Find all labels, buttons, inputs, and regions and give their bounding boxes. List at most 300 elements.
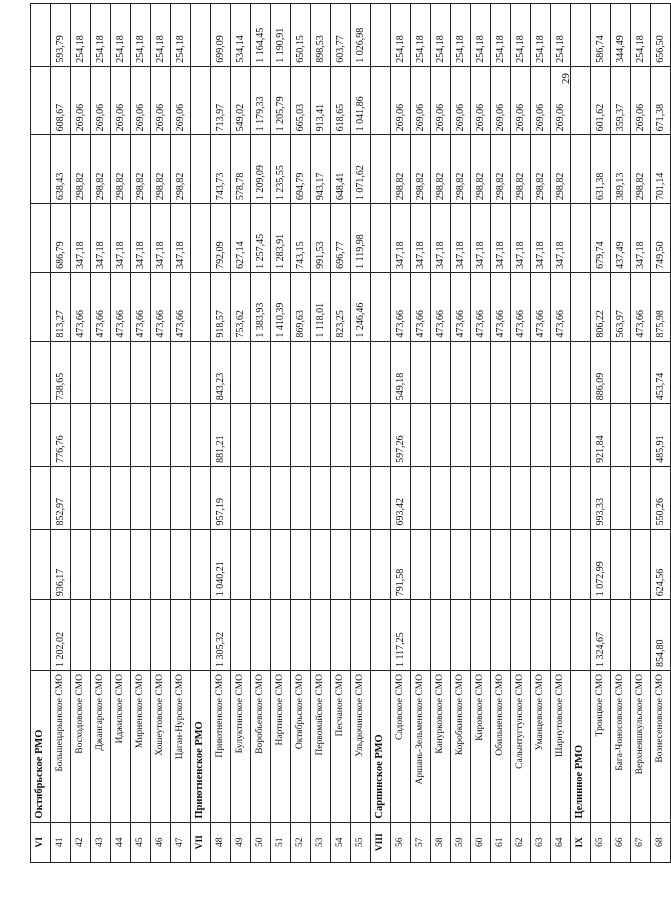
value-cell: 473,66 xyxy=(411,272,431,341)
value-cell: 549,18 xyxy=(391,341,411,404)
municipality-name: Мирненское СМО xyxy=(131,671,151,823)
value-cell: 473,66 xyxy=(531,272,551,341)
value-cell xyxy=(291,404,311,467)
value-cell: 586,74 xyxy=(591,4,611,67)
value-cell: 921,84 xyxy=(591,404,611,467)
row-number: 63 xyxy=(531,822,551,862)
value-cell: 254,18 xyxy=(471,4,491,67)
value-cell xyxy=(271,466,291,529)
value-cell xyxy=(491,341,511,404)
value-cell: 881,21 xyxy=(211,404,231,467)
value-cell xyxy=(411,529,431,600)
value-cell xyxy=(111,600,131,671)
row-number: 57 xyxy=(411,822,431,862)
value-cell xyxy=(571,529,591,600)
value-cell xyxy=(131,600,151,671)
value-cell xyxy=(31,204,51,273)
value-cell xyxy=(311,466,331,529)
value-cell xyxy=(71,529,91,600)
value-cell: 601,62 xyxy=(591,66,611,135)
value-cell: 693,42 xyxy=(391,466,411,529)
municipality-name: Большецарынское СМО xyxy=(51,671,71,823)
value-cell xyxy=(111,466,131,529)
value-cell: 648,41 xyxy=(331,135,351,204)
row-number: VIII xyxy=(371,822,391,862)
value-cell: 1 119,98 xyxy=(351,204,371,273)
value-cell: 347,18 xyxy=(631,204,651,273)
value-cell xyxy=(531,466,551,529)
value-cell xyxy=(131,529,151,600)
value-cell: 1 235,55 xyxy=(271,135,291,204)
value-cell xyxy=(311,600,331,671)
value-cell xyxy=(71,466,91,529)
value-cell: 269,06 xyxy=(631,66,651,135)
value-cell xyxy=(331,404,351,467)
municipality-name: Октябрьское СМО xyxy=(291,671,311,823)
value-cell: 254,18 xyxy=(151,4,171,67)
value-cell xyxy=(631,600,651,671)
value-cell xyxy=(71,600,91,671)
value-cell xyxy=(151,529,171,600)
value-cell: 298,82 xyxy=(91,135,111,204)
value-cell: 347,18 xyxy=(171,204,191,273)
value-cell xyxy=(531,341,551,404)
value-cell: 269,06 xyxy=(531,66,551,135)
row-number: 68 xyxy=(651,822,671,862)
value-cell: 269,06 xyxy=(111,66,131,135)
value-cell: 631,38 xyxy=(591,135,611,204)
value-cell xyxy=(471,600,491,671)
value-cell: 656,50 xyxy=(651,4,671,67)
value-cell xyxy=(191,4,211,67)
value-cell: 603,77 xyxy=(331,4,351,67)
value-cell: 473,66 xyxy=(71,272,91,341)
table-row xyxy=(71,4,91,863)
value-cell: 1 410,39 xyxy=(271,272,291,341)
municipality-name: Первомайское СМО xyxy=(311,671,331,823)
table-row xyxy=(151,4,171,863)
value-cell xyxy=(631,529,651,600)
row-number: 58 xyxy=(431,822,451,862)
value-cell: 791,58 xyxy=(391,529,411,600)
value-cell: 437,49 xyxy=(611,204,631,273)
value-cell: 749,50 xyxy=(651,204,671,273)
value-cell: 1 246,46 xyxy=(351,272,371,341)
value-cell: 298,82 xyxy=(511,135,531,204)
municipality-name: Булуктинское СМО xyxy=(231,671,251,823)
value-cell xyxy=(31,135,51,204)
value-cell xyxy=(371,404,391,467)
value-cell: 347,18 xyxy=(391,204,411,273)
value-cell xyxy=(31,66,51,135)
value-cell xyxy=(111,529,131,600)
municipality-name: Ульдючинское СМО xyxy=(351,671,371,823)
table-row xyxy=(211,4,231,863)
value-cell xyxy=(451,529,471,600)
value-cell xyxy=(231,341,251,404)
value-cell: 638,43 xyxy=(51,135,71,204)
section-name: Октябрьское РМО xyxy=(31,671,51,823)
value-cell xyxy=(31,529,51,600)
municipality-name: Восходовское СМО xyxy=(71,671,91,823)
value-cell xyxy=(571,272,591,341)
row-number: VI xyxy=(31,822,51,862)
value-cell: 1 383,93 xyxy=(251,272,271,341)
value-cell: 1 118,01 xyxy=(311,272,331,341)
value-cell xyxy=(491,466,511,529)
value-cell: 1 257,45 xyxy=(251,204,271,273)
value-cell xyxy=(91,404,111,467)
municipality-name: Приютненское СМО xyxy=(211,671,231,823)
value-cell: 485,91 xyxy=(651,404,671,467)
value-cell: 1 041,86 xyxy=(351,66,371,135)
value-cell xyxy=(291,600,311,671)
table-row xyxy=(531,4,551,863)
row-number: 54 xyxy=(331,822,351,862)
value-cell xyxy=(271,404,291,467)
section-row xyxy=(371,4,391,863)
value-cell xyxy=(151,341,171,404)
value-cell xyxy=(471,529,491,600)
value-cell: 298,82 xyxy=(531,135,551,204)
value-cell xyxy=(411,341,431,404)
row-number: 49 xyxy=(231,822,251,862)
value-cell xyxy=(311,404,331,467)
value-cell xyxy=(131,466,151,529)
municipality-name: Воробьевское СМО xyxy=(251,671,271,823)
value-cell xyxy=(371,529,391,600)
value-cell: 665,03 xyxy=(291,66,311,135)
value-cell: 597,26 xyxy=(391,404,411,467)
value-cell xyxy=(531,404,551,467)
value-cell: 550,26 xyxy=(651,466,671,529)
value-cell: 852,97 xyxy=(51,466,71,529)
value-cell xyxy=(351,341,371,404)
value-cell xyxy=(31,341,51,404)
value-cell xyxy=(491,529,511,600)
row-number: 46 xyxy=(151,822,171,862)
value-cell xyxy=(111,404,131,467)
value-cell: 473,66 xyxy=(551,272,571,341)
value-cell xyxy=(451,341,471,404)
table-row xyxy=(91,4,111,863)
value-cell xyxy=(471,466,491,529)
value-cell: 347,18 xyxy=(511,204,531,273)
table-row xyxy=(611,4,631,863)
municipality-name: Кировское СМО xyxy=(471,671,491,823)
value-cell xyxy=(151,600,171,671)
value-cell: 347,18 xyxy=(131,204,151,273)
value-cell: 347,18 xyxy=(411,204,431,273)
value-cell xyxy=(251,466,271,529)
value-cell: 347,18 xyxy=(151,204,171,273)
value-cell xyxy=(631,341,651,404)
value-cell: 1 072,99 xyxy=(591,529,611,600)
value-cell: 254,18 xyxy=(491,4,511,67)
row-number: 45 xyxy=(131,822,151,862)
value-cell xyxy=(191,204,211,273)
table-row xyxy=(631,4,651,863)
value-cell: 269,06 xyxy=(491,66,511,135)
section-row xyxy=(191,4,211,863)
value-cell xyxy=(291,341,311,404)
value-cell: 701,14 xyxy=(651,135,671,204)
value-cell: 298,82 xyxy=(431,135,451,204)
value-cell: 1 205,79 xyxy=(271,66,291,135)
value-cell: 298,82 xyxy=(131,135,151,204)
table-row xyxy=(351,4,371,863)
value-cell xyxy=(171,600,191,671)
value-cell xyxy=(271,600,291,671)
value-cell: 269,06 xyxy=(171,66,191,135)
value-cell xyxy=(551,529,571,600)
value-cell: 254,18 xyxy=(431,4,451,67)
row-number: VII xyxy=(191,822,211,862)
table-row xyxy=(411,4,431,863)
value-cell: 347,18 xyxy=(471,204,491,273)
municipality-name: Салынтугтунское СМО xyxy=(511,671,531,823)
municipality-name: Коробкинское СМО xyxy=(451,671,471,823)
value-cell: 347,18 xyxy=(431,204,451,273)
value-cell xyxy=(231,466,251,529)
table-row xyxy=(251,4,271,863)
value-cell xyxy=(231,404,251,467)
value-cell xyxy=(351,529,371,600)
value-cell xyxy=(31,466,51,529)
value-cell xyxy=(371,204,391,273)
value-cell: 1 040,21 xyxy=(211,529,231,600)
value-cell: 347,18 xyxy=(451,204,471,273)
tariff-table xyxy=(30,3,671,863)
value-cell: 269,06 xyxy=(411,66,431,135)
value-cell: 473,66 xyxy=(471,272,491,341)
value-cell: 854,80 xyxy=(651,600,671,671)
row-number: 43 xyxy=(91,822,111,862)
value-cell xyxy=(71,341,91,404)
table-row xyxy=(111,4,131,863)
value-cell xyxy=(271,529,291,600)
value-cell: 254,18 xyxy=(131,4,151,67)
value-cell: 1 071,62 xyxy=(351,135,371,204)
table-row xyxy=(231,4,251,863)
value-cell xyxy=(131,404,151,467)
value-cell xyxy=(371,600,391,671)
value-cell: 624,56 xyxy=(651,529,671,600)
value-cell: 473,66 xyxy=(131,272,151,341)
value-cell xyxy=(531,529,551,600)
value-cell xyxy=(331,600,351,671)
value-cell: 254,18 xyxy=(411,4,431,67)
value-cell xyxy=(571,4,591,67)
value-cell: 473,66 xyxy=(91,272,111,341)
value-cell: 359,37 xyxy=(611,66,631,135)
municipality-name: Садовское СМО xyxy=(391,671,411,823)
value-cell xyxy=(71,404,91,467)
tariff-table-rotated xyxy=(30,3,666,863)
value-cell: 823,25 xyxy=(331,272,351,341)
value-cell: 806,22 xyxy=(591,272,611,341)
value-cell xyxy=(571,466,591,529)
value-cell xyxy=(411,600,431,671)
value-cell: 254,18 xyxy=(531,4,551,67)
value-cell xyxy=(571,66,591,135)
row-number: 56 xyxy=(391,822,411,862)
table-row xyxy=(331,4,351,863)
value-cell: 991,53 xyxy=(311,204,331,273)
row-number: 60 xyxy=(471,822,491,862)
value-cell xyxy=(611,600,631,671)
value-cell xyxy=(431,404,451,467)
value-cell xyxy=(331,529,351,600)
table-row xyxy=(651,4,671,863)
value-cell xyxy=(511,466,531,529)
value-cell xyxy=(611,529,631,600)
value-cell: 254,18 xyxy=(551,4,571,67)
value-cell: 886,09 xyxy=(591,341,611,404)
value-cell: 453,74 xyxy=(651,341,671,404)
value-cell: 347,18 xyxy=(531,204,551,273)
value-cell: 1 190,91 xyxy=(271,4,291,67)
value-cell xyxy=(291,466,311,529)
value-cell xyxy=(371,272,391,341)
value-cell: 269,06 xyxy=(391,66,411,135)
municipality-name: Вознесеновское СМО xyxy=(651,671,671,823)
value-cell xyxy=(511,600,531,671)
value-cell xyxy=(31,404,51,467)
table-row xyxy=(311,4,331,863)
value-cell: 347,18 xyxy=(91,204,111,273)
value-cell xyxy=(351,404,371,467)
value-cell: 699,09 xyxy=(211,4,231,67)
value-cell: 298,82 xyxy=(631,135,651,204)
row-number: 52 xyxy=(291,822,311,862)
value-cell: 913,41 xyxy=(311,66,331,135)
value-cell xyxy=(131,341,151,404)
value-cell: 1 305,32 xyxy=(211,600,231,671)
value-cell xyxy=(311,529,331,600)
value-cell xyxy=(411,404,431,467)
table-row xyxy=(291,4,311,863)
value-cell: 344,49 xyxy=(611,4,631,67)
row-number: 44 xyxy=(111,822,131,862)
value-cell: 898,53 xyxy=(311,4,331,67)
row-number: 59 xyxy=(451,822,471,862)
row-number: IX xyxy=(571,822,591,862)
value-cell: 254,18 xyxy=(91,4,111,67)
value-cell xyxy=(191,466,211,529)
value-cell xyxy=(571,341,591,404)
row-number: 53 xyxy=(311,822,331,862)
value-cell xyxy=(511,529,531,600)
table-row xyxy=(171,4,191,863)
value-cell xyxy=(191,529,211,600)
value-cell xyxy=(91,341,111,404)
table-row xyxy=(431,4,451,863)
municipality-name: Аршань-Зельменское СМО xyxy=(411,671,431,823)
row-number: 51 xyxy=(271,822,291,862)
value-cell xyxy=(551,600,571,671)
section-name: Приютненское РМО xyxy=(191,671,211,823)
value-cell xyxy=(291,529,311,600)
section-row xyxy=(31,4,51,863)
value-cell: 627,14 xyxy=(231,204,251,273)
table-row xyxy=(451,4,471,863)
value-cell xyxy=(171,466,191,529)
value-cell: 298,82 xyxy=(471,135,491,204)
value-cell: 254,18 xyxy=(631,4,651,67)
value-cell: 298,82 xyxy=(111,135,131,204)
value-cell: 347,18 xyxy=(491,204,511,273)
value-cell xyxy=(231,529,251,600)
value-cell: 875,98 xyxy=(651,272,671,341)
municipality-name: Троицкое СМО xyxy=(591,671,611,823)
value-cell: 298,82 xyxy=(151,135,171,204)
value-cell xyxy=(451,404,471,467)
value-cell: 936,17 xyxy=(51,529,71,600)
value-cell: 298,82 xyxy=(451,135,471,204)
value-cell: 743,15 xyxy=(291,204,311,273)
value-cell: 254,18 xyxy=(391,4,411,67)
value-cell xyxy=(431,529,451,600)
value-cell: 943,17 xyxy=(311,135,331,204)
value-cell: 918,57 xyxy=(211,272,231,341)
value-cell: 254,18 xyxy=(71,4,91,67)
value-cell: 389,13 xyxy=(611,135,631,204)
municipality-name: Джангарское СМО xyxy=(91,671,111,823)
value-cell: 1 117,25 xyxy=(391,600,411,671)
value-cell xyxy=(271,341,291,404)
value-cell: 671,38 xyxy=(651,66,671,135)
value-cell xyxy=(431,600,451,671)
municipality-name: Песчаное СМО xyxy=(331,671,351,823)
value-cell: 269,06 xyxy=(71,66,91,135)
value-cell xyxy=(191,272,211,341)
value-cell: 618,65 xyxy=(331,66,351,135)
table-row xyxy=(271,4,291,863)
row-number: 41 xyxy=(51,822,71,862)
value-cell xyxy=(451,466,471,529)
value-cell: 473,66 xyxy=(171,272,191,341)
value-cell xyxy=(611,404,631,467)
value-cell: 269,06 xyxy=(511,66,531,135)
municipality-name: Обильненское СМО xyxy=(491,671,511,823)
value-cell xyxy=(191,341,211,404)
value-cell: 650,15 xyxy=(291,4,311,67)
value-cell xyxy=(371,4,391,67)
value-cell xyxy=(511,404,531,467)
page-number: 29 xyxy=(560,73,572,84)
row-number: 42 xyxy=(71,822,91,862)
value-cell xyxy=(171,404,191,467)
value-cell xyxy=(411,466,431,529)
value-cell xyxy=(331,466,351,529)
value-cell: 473,66 xyxy=(151,272,171,341)
value-cell xyxy=(551,466,571,529)
value-cell xyxy=(491,600,511,671)
municipality-name: Бага-Чоносовское СМО xyxy=(611,671,631,823)
table-row xyxy=(471,4,491,863)
value-cell: 269,06 xyxy=(131,66,151,135)
value-cell: 254,18 xyxy=(171,4,191,67)
row-number: 65 xyxy=(591,822,611,862)
value-cell: 578,78 xyxy=(231,135,251,204)
value-cell xyxy=(511,341,531,404)
municipality-name: Уманцевское СМО xyxy=(531,671,551,823)
value-cell xyxy=(151,466,171,529)
value-cell: 473,66 xyxy=(511,272,531,341)
value-cell xyxy=(471,404,491,467)
row-number: 64 xyxy=(551,822,571,862)
